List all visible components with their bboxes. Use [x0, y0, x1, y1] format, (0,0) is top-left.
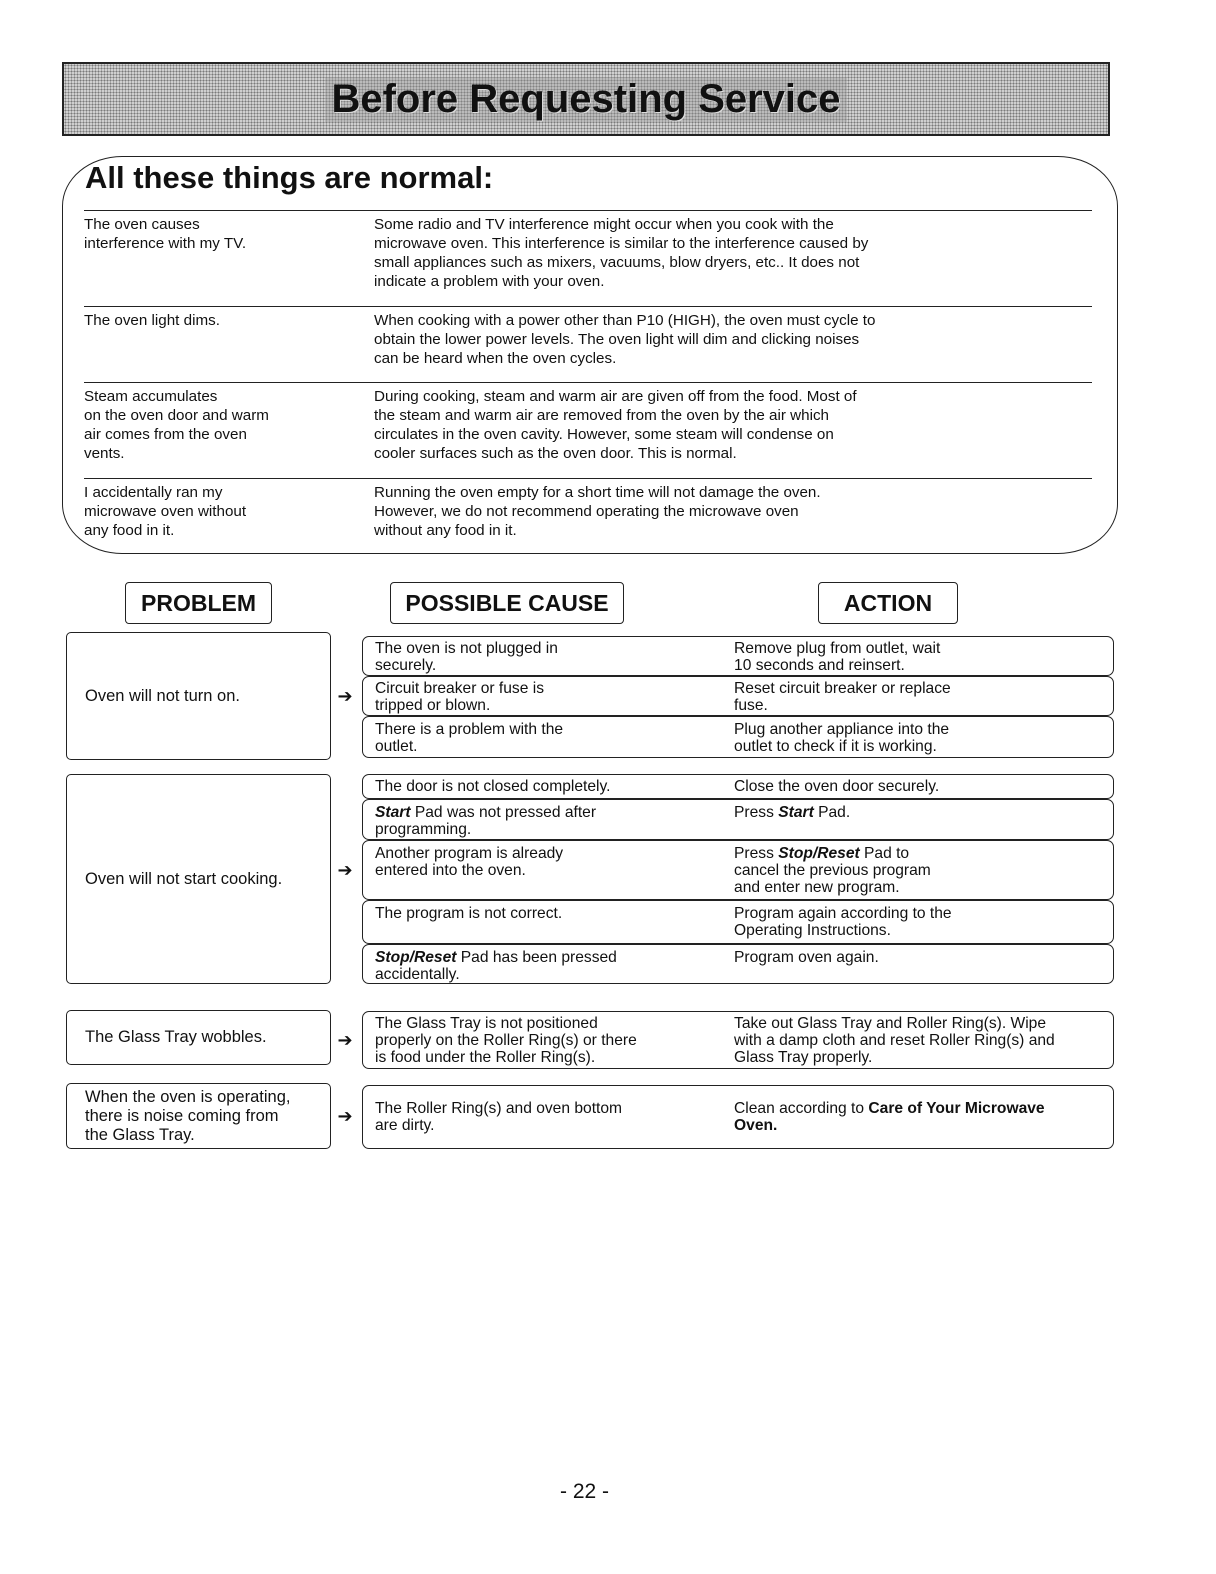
- normal-row: [84, 306, 1092, 382]
- arrow-right-icon: ➔: [337, 1106, 353, 1126]
- cause-row: [362, 944, 1114, 984]
- action-text-rest: .: [773, 1117, 778, 1134]
- action-text: [734, 1100, 1113, 1134]
- action-text: Close the oven door securely.: [734, 778, 940, 795]
- start-pad-label: Start: [375, 804, 411, 821]
- normal-question: The oven causes interference with my TV.: [84, 216, 247, 252]
- normal-answer: During cooking, steam and warm air are given off from the food. Most of the steam and warm air are removed from the oven by the air which circulates in the oven cavity. However, some steam will condense on cooler surfaces such as the oven door. This is normal.: [374, 388, 857, 462]
- action-text: Remove plug from outlet, wait 10 seconds and reinsert.: [734, 640, 941, 674]
- problem-text: When the oven is operating, there is noise coming from the Glass Tray.: [85, 1087, 291, 1144]
- cause-text-rest: Pad was not pressed after programming.: [375, 804, 597, 838]
- title-banner: [62, 62, 1110, 136]
- cause-text: The Roller Ring(s) and oven bottom are dirty.: [375, 1100, 623, 1134]
- cause-row: [362, 1085, 1114, 1149]
- cause-row: [362, 1011, 1114, 1069]
- action-text-pre: Clean according to: [734, 1100, 869, 1117]
- cause-text: The oven is not plugged in securely.: [375, 640, 558, 674]
- action-text: Plug another appliance into the outlet to check if it is working.: [734, 721, 950, 755]
- stop-reset-pad-label: Stop/Reset: [778, 845, 860, 862]
- problem-text: Oven will not turn on.: [85, 686, 240, 705]
- action-text: Reset circuit breaker or replace fuse.: [734, 680, 951, 714]
- problem-box: [66, 1010, 331, 1065]
- cause-row: [362, 636, 1114, 676]
- action-text-rest: Pad.: [813, 804, 851, 821]
- possible-cause-header: POSSIBLE CAUSE: [390, 582, 624, 624]
- page-title: Before Requesting Service: [325, 77, 846, 122]
- cause-row: [362, 799, 1114, 840]
- cause-text: The program is not correct.: [375, 905, 563, 922]
- action-text-pre: Press: [734, 804, 779, 821]
- cause-text-rest: Pad has been pressed accidentally.: [375, 949, 617, 983]
- action-text-pre: Press: [734, 845, 779, 862]
- action-text-rest: Pad to cancel the previous program and enter new program.: [734, 845, 931, 896]
- cause-text: [363, 804, 734, 839]
- action-text: [734, 845, 1113, 899]
- arrow-right-icon: ➔: [337, 860, 353, 880]
- normal-answer: Some radio and TV interference might occur when you cook with the microwave oven. This interference is similar to the interference caused by small appliances such as mixers, vacuums, blow dryers, etc.. It does not indicate a problem with your oven.: [374, 216, 869, 290]
- problem-box: [66, 774, 331, 984]
- care-section-reference: Care of Your Microwave Oven: [734, 1100, 1045, 1134]
- page-number: - 22 -: [560, 1480, 610, 1503]
- action-text: [734, 804, 1113, 839]
- normal-row: [84, 382, 1092, 478]
- arrow-right-icon: ➔: [337, 1030, 353, 1050]
- stop-reset-pad-label: Stop/Reset: [375, 949, 457, 966]
- normal-question: Steam accumulates on the oven door and warm air comes from the oven vents.: [84, 388, 269, 462]
- cause-text: The door is not closed completely.: [375, 778, 611, 795]
- problem-box: [66, 1083, 331, 1149]
- action-header: ACTION: [818, 582, 958, 624]
- action-text: Program oven again.: [734, 949, 879, 966]
- cause-row: [362, 716, 1114, 758]
- cause-row: [362, 900, 1114, 944]
- start-pad-label: Start: [778, 804, 814, 821]
- problem-text: Oven will not start cooking.: [85, 869, 283, 888]
- problem-text: The Glass Tray wobbles.: [85, 1028, 267, 1046]
- cause-text: There is a problem with the outlet.: [375, 721, 564, 755]
- cause-row: [362, 774, 1114, 799]
- normal-answer: When cooking with a power other than P10 (HIGH), the oven must cycle to obtain the lower power levels. The oven light will dim and clicking noises can be heard when the oven cycles.: [374, 312, 876, 367]
- normal-section-heading: All these things are normal:: [85, 160, 494, 195]
- normal-row: [84, 210, 1092, 306]
- cause-text: Another program is already entered into the oven.: [375, 845, 564, 879]
- problem-box: [66, 632, 331, 760]
- normal-row: [84, 478, 1092, 544]
- cause-text: [363, 949, 734, 983]
- normal-table: [84, 210, 1092, 544]
- cause-row: [362, 676, 1114, 716]
- normal-question: The oven light dims.: [84, 312, 220, 329]
- arrow-right-icon: ➔: [337, 686, 353, 706]
- action-text: Program again according to the Operating Instructions.: [734, 905, 952, 939]
- normal-answer: Running the oven empty for a short time will not damage the oven. However, we do not recommend operating the microwave oven without any food in it.: [374, 484, 821, 539]
- cause-row: [362, 840, 1114, 900]
- problem-header: PROBLEM: [125, 582, 272, 624]
- cause-text: The Glass Tray is not positioned properly on the Roller Ring(s) or there is food under the Roller Ring(s).: [375, 1015, 637, 1066]
- normal-question: I accidentally ran my microwave oven without any food in it.: [84, 484, 247, 539]
- cause-text: Circuit breaker or fuse is tripped or blown.: [375, 680, 544, 714]
- action-text: Take out Glass Tray and Roller Ring(s). Wipe with a damp cloth and reset Roller Ring(s) and Glass Tray properly.: [734, 1015, 1055, 1066]
